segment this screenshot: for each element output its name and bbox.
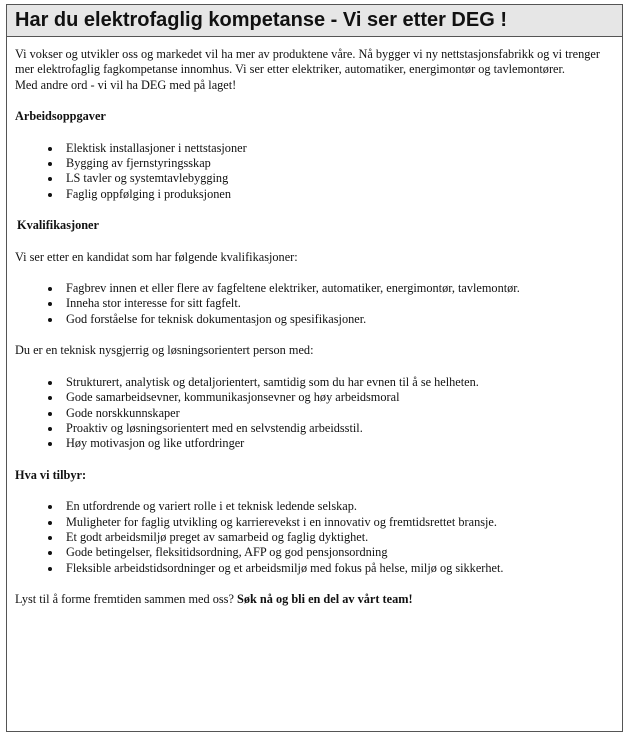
- tasks-heading: Arbeidsoppgaver: [15, 109, 106, 124]
- list-item: • Et godt arbeidsmiljø preget av samarbeid og faglig dyktighet.: [62, 530, 614, 545]
- qualifications-intro: Vi ser etter en kandidat som har følgende kvalifikasjoner:: [15, 249, 298, 264]
- list-item: • En utfordrende og variert rolle i et teknisk ledende selskap.: [62, 499, 614, 514]
- document-body: [7, 37, 622, 608]
- list-item: • Høy motivasjon og like utfordringer: [62, 436, 614, 451]
- offer-heading: Hva vi tilbyr:: [15, 467, 87, 482]
- closing-question: Lyst til å forme fremtiden sammen med oss?: [15, 592, 234, 607]
- intro-section: [15, 47, 614, 93]
- document-title: Har du elektrofaglig kompetanse - Vi ser etter DEG !: [7, 5, 622, 37]
- closing-call-to-action: Søk nå og bli en del av vårt team!: [236, 592, 413, 607]
- list-item: • Gode norskkunnskaper: [62, 406, 614, 421]
- list-item: • Gode samarbeidsevner, kommunikasjonsevner og høy arbeidsmoral: [62, 390, 614, 405]
- qualifications-list: [15, 281, 614, 327]
- intro-tagline: Med andre ord - vi vil ha DEG med på laget!: [15, 77, 237, 92]
- qualifications-heading: Kvalifikasjoner: [17, 218, 99, 233]
- person-intro: Du er en teknisk nysgjerrig og løsningsorientert person med:: [15, 343, 314, 358]
- list-item: • LS tavler og systemtavlebygging: [62, 171, 614, 186]
- list-item: • Fleksible arbeidstidsordninger og et arbeidsmiljø med fokus på helse, miljø og sikkerhet.: [62, 561, 614, 576]
- list-item: • Elektisk installasjoner i nettstasjoner: [62, 141, 614, 156]
- job-ad-document: [6, 4, 623, 732]
- list-item: • God forståelse for teknisk dokumentasjon og spesifikasjoner.: [62, 312, 614, 327]
- tasks-list: [15, 141, 614, 203]
- list-item: • Faglig oppfølging i produksjonen: [62, 187, 614, 202]
- offers-list: [15, 499, 614, 576]
- list-item: • Fagbrev innen et eller flere av fagfeltene elektriker, automatiker, energimontør, tavlemontør.: [62, 281, 614, 296]
- list-item: • Bygging av fjernstyringsskap: [62, 156, 614, 171]
- list-item: • Muligheter for faglig utvikling og karrierevekst i en innovativ og fremtidsrettet bransje.: [62, 515, 614, 530]
- list-item: • Inneha stor interesse for sitt fagfelt.: [62, 296, 614, 311]
- closing-line: [15, 592, 614, 607]
- list-item: • Strukturert, analytisk og detaljorientert, samtidig som du har evnen til å se helheten.: [62, 375, 614, 390]
- list-item: • Proaktiv og løsningsorientert med en selvstendig arbeidsstil.: [62, 421, 614, 436]
- list-item: • Gode betingelser, fleksitidsordning, AFP og god pensjonsordning: [62, 545, 614, 560]
- traits-list: [15, 375, 614, 452]
- intro-paragraph: Vi vokser og utvikler oss og markedet vil ha mer av produktene våre. Nå bygger vi ny nettstasjonsfabrikk og vi trenger mer elektrofaglig fagkompetanse innomhus. Vi ser etter elektriker, automatiker, energimontør og tavlemontører.: [15, 47, 600, 77]
